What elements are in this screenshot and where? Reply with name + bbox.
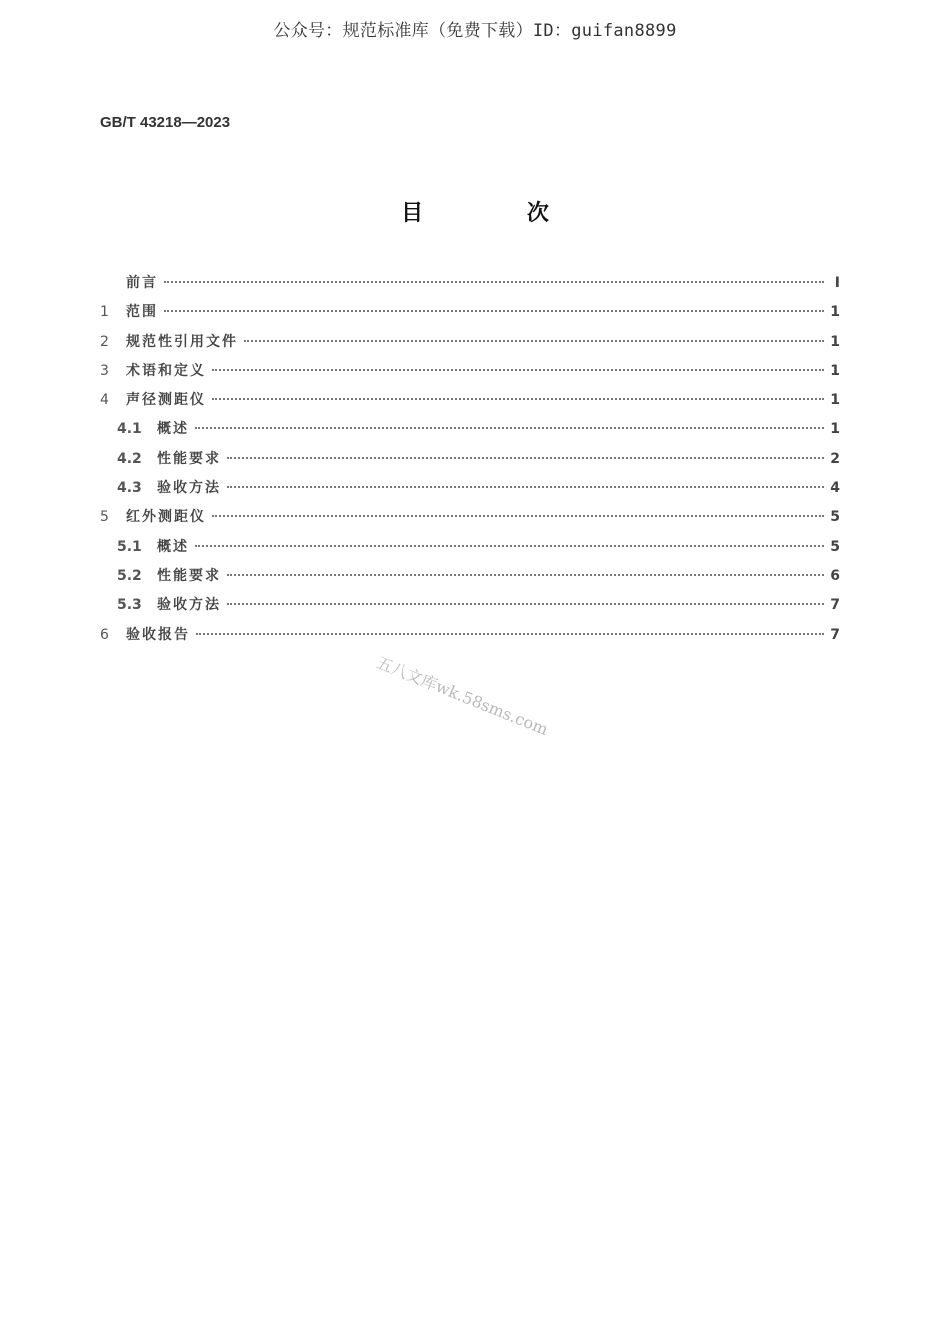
toc-entry-label: 验收方法 xyxy=(157,597,221,614)
toc-leader-dots xyxy=(212,515,824,517)
toc-leader-dots xyxy=(227,574,824,576)
toc-entry-number: 2 xyxy=(100,333,109,350)
watermark: 五八文库wk.58sms.com xyxy=(373,652,551,740)
toc-entry-number: 4 xyxy=(100,392,109,409)
toc-entry-5-1[interactable] xyxy=(100,536,840,565)
toc-leader-dots xyxy=(227,486,824,488)
toc-entry-label: 前言 xyxy=(126,275,158,291)
toc-entry-number: 4.3 xyxy=(117,480,142,497)
toc-entry-4-2[interactable] xyxy=(100,448,840,477)
toc-entry-foreword[interactable] xyxy=(100,272,840,301)
toc-entry-number: 4.1 xyxy=(117,421,142,438)
toc-leader-dots xyxy=(195,427,824,429)
toc-entry-number: 5.2 xyxy=(117,567,142,584)
toc-entry-1[interactable] xyxy=(100,301,840,330)
toc-entry-label: 验收报告 xyxy=(126,626,190,643)
toc-entry-number: 5 xyxy=(100,509,109,526)
toc-entry-label: 术语和定义 xyxy=(126,362,206,379)
toc-entry-number: 4.2 xyxy=(117,450,142,467)
toc-leader-dots xyxy=(227,457,824,459)
toc-entry-label: 概述 xyxy=(157,421,189,438)
toc-entry-label: 性能要求 xyxy=(157,567,221,584)
toc-leader-dots xyxy=(195,545,824,547)
table-of-contents xyxy=(100,272,840,653)
toc-leader-dots xyxy=(196,633,824,635)
toc-entry-4-1[interactable] xyxy=(100,418,840,447)
toc-entry-5[interactable] xyxy=(100,506,840,535)
toc-leader-dots xyxy=(164,281,824,283)
toc-entry-number: 6 xyxy=(100,626,109,643)
standard-number: GB/T 43218—2023 xyxy=(100,114,231,131)
toc-entry-3[interactable] xyxy=(100,360,840,389)
toc-leader-dots xyxy=(244,340,824,342)
toc-entry-number: 1 xyxy=(100,304,109,321)
toc-entry-number: 5.3 xyxy=(117,597,142,614)
toc-entry-4[interactable] xyxy=(100,389,840,418)
toc-entry-page: 1 xyxy=(830,362,840,379)
toc-entry-6[interactable] xyxy=(100,624,840,653)
toc-entry-page: 5 xyxy=(830,509,840,526)
toc-entry-number: 3 xyxy=(100,362,109,379)
toc-entry-page: 6 xyxy=(830,567,840,584)
toc-entry-page: 1 xyxy=(830,392,840,409)
toc-leader-dots xyxy=(212,398,824,400)
toc-entry-page: 2 xyxy=(830,450,840,467)
toc-entry-label: 范围 xyxy=(126,304,158,321)
toc-entry-label: 声径测距仪 xyxy=(126,392,206,409)
toc-entry-page: 1 xyxy=(830,421,840,438)
toc-entry-page: 4 xyxy=(830,480,840,497)
toc-entry-label: 红外测距仪 xyxy=(126,509,206,526)
toc-title: 目 次 xyxy=(401,201,597,226)
toc-leader-dots xyxy=(164,310,824,312)
toc-entry-page: 1 xyxy=(830,304,840,321)
toc-entry-5-3[interactable] xyxy=(100,594,840,623)
toc-leader-dots xyxy=(212,369,824,371)
toc-entry-number: 5.1 xyxy=(117,538,142,555)
toc-entry-label: 概述 xyxy=(157,538,189,555)
toc-entry-page: 5 xyxy=(830,538,840,555)
toc-entry-4-3[interactable] xyxy=(100,477,840,506)
toc-entry-5-2[interactable] xyxy=(100,565,840,594)
header-banner: 公众号：规范标准库（免费下载）ID：guifan8899 xyxy=(273,21,677,41)
toc-entry-page: Ⅰ xyxy=(834,275,840,291)
toc-entry-label: 验收方法 xyxy=(157,480,221,497)
toc-entry-page: 7 xyxy=(830,626,840,643)
toc-leader-dots xyxy=(227,603,824,605)
toc-entry-page: 7 xyxy=(830,597,840,614)
toc-entry-label: 性能要求 xyxy=(157,450,221,467)
toc-entry-2[interactable] xyxy=(100,331,840,360)
toc-entry-label: 规范性引用文件 xyxy=(126,333,238,350)
toc-entry-page: 1 xyxy=(830,333,840,350)
